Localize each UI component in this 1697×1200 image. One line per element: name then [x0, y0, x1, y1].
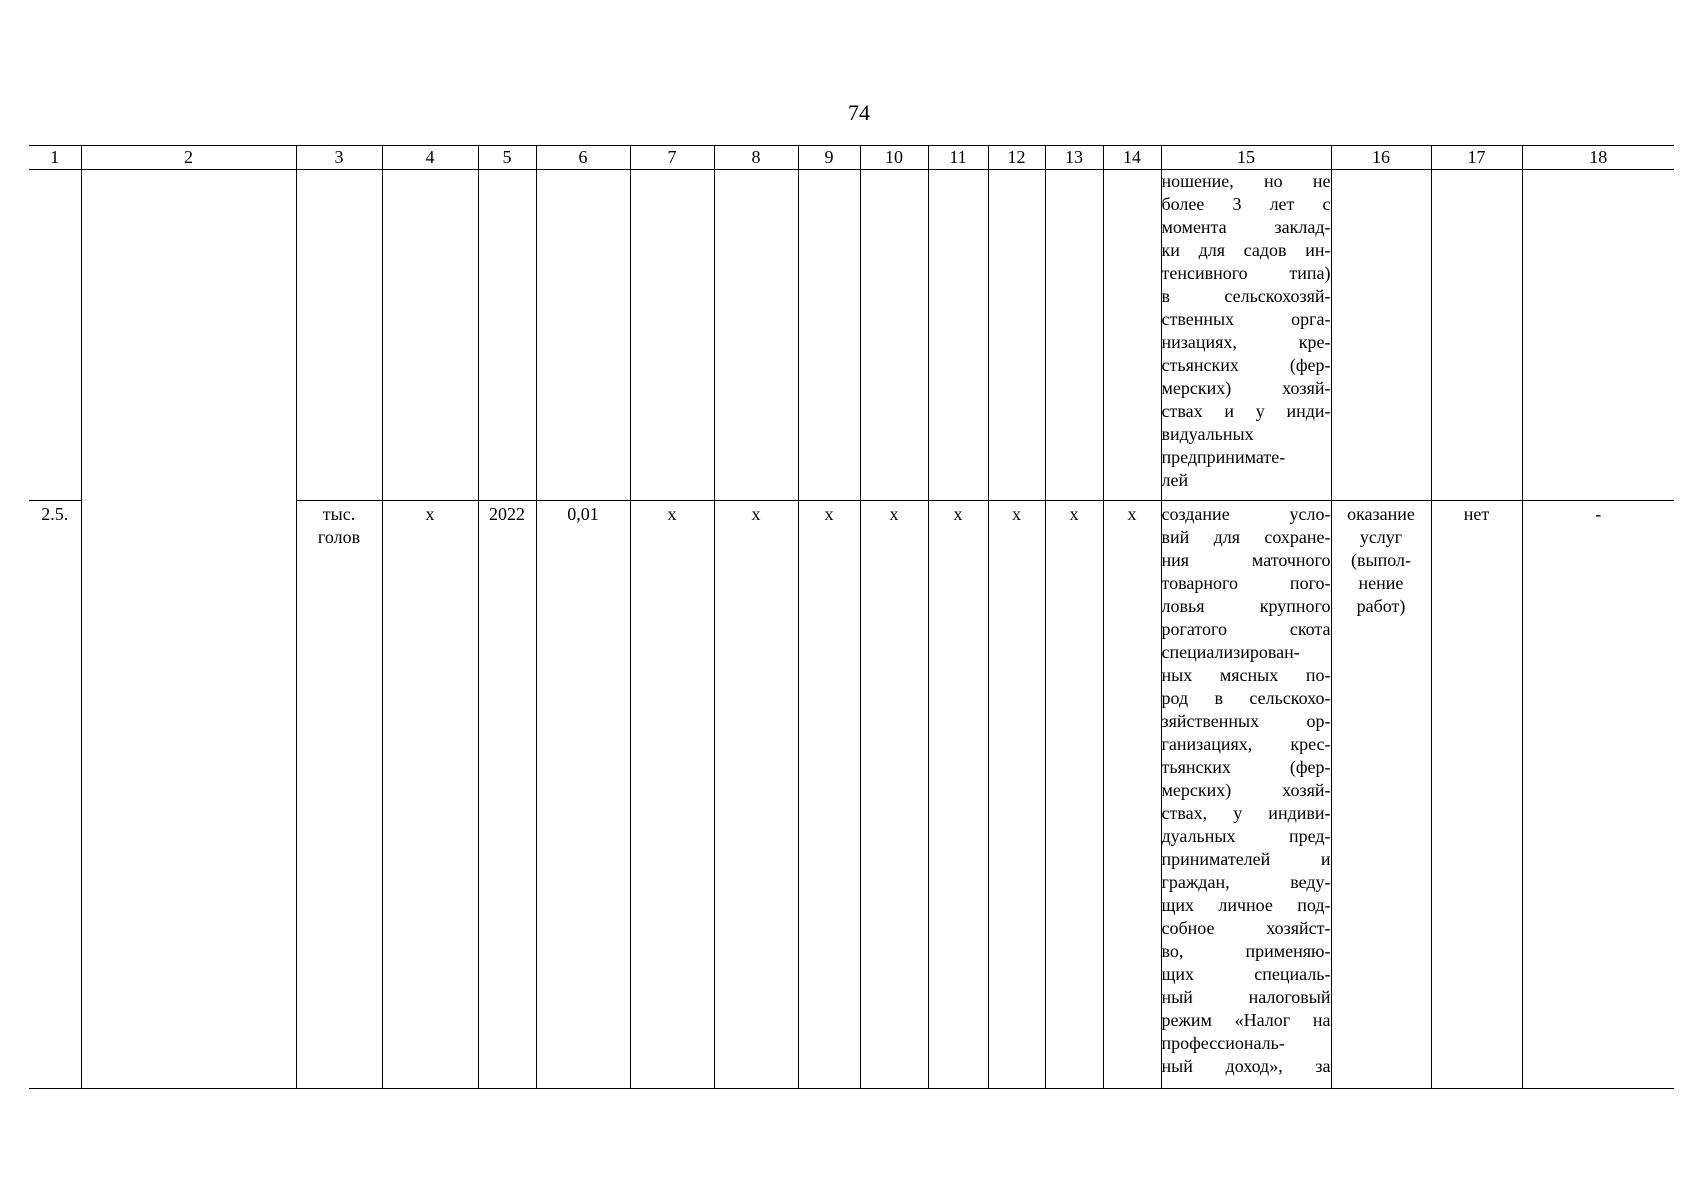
header-row: [29, 146, 1674, 170]
cell: [1045, 170, 1103, 501]
cell: [798, 170, 860, 501]
cell: [536, 170, 630, 501]
cell: [29, 170, 81, 501]
cell: [1522, 170, 1674, 501]
cell-col11: х: [928, 501, 988, 1089]
data-table: [29, 145, 1674, 1089]
header-cell: 4: [382, 146, 478, 170]
header-cell: 12: [988, 146, 1045, 170]
description-cell: создание усло- вий для сохране- ния маточного товарного пого- ловья крупного рогатого скота специализирован- ных мясных по- род в сельскохо- зяйственных ор- ганизациях, крес- тьянских (фер- мерских) хозяй- ствах, у индиви- дуальных пред- принимателей и граждан, веду- щих личное под- собное хозяйст- во, применяю- щих специаль- ный налоговый режим «Налог на профессиональ- ный доход», за: [1161, 501, 1331, 1089]
header-cell: 17: [1431, 146, 1522, 170]
header-cell: 6: [536, 146, 630, 170]
header-cell: 11: [928, 146, 988, 170]
cell: [382, 170, 478, 501]
header-cell: 15: [1161, 146, 1331, 170]
header-cell: 1: [29, 146, 81, 170]
cell: [1331, 170, 1431, 501]
type-cell: оказание услуг (выпол- нение работ): [1331, 501, 1431, 1089]
table-row-continuation: [29, 170, 1674, 501]
header-cell: 14: [1103, 146, 1161, 170]
cell-col14: х: [1103, 501, 1161, 1089]
cell: [988, 170, 1045, 501]
cell-name-merged: [81, 170, 296, 1089]
cell: [714, 170, 798, 501]
cell-col8: х: [714, 501, 798, 1089]
unit-cell: тыс. голов: [296, 501, 382, 1089]
cell: [296, 170, 382, 501]
cell: [630, 170, 714, 501]
header-cell: 7: [630, 146, 714, 170]
cell-col9: х: [798, 501, 860, 1089]
cell-col10: х: [860, 501, 928, 1089]
cell-col17: нет: [1431, 501, 1522, 1089]
cell-col12: х: [988, 501, 1045, 1089]
cell-col13: х: [1045, 501, 1103, 1089]
description-cell: ношение, но не более 3 лет с момента заклад- ки для садов ин- тенсивного типа) в сельскохозяй- ственных орга- низациях, кре- стьянских (фер- мерских) хозяй- ствах и у инди- видуальных предпринимате- лей: [1161, 170, 1331, 501]
page-number: 74: [848, 100, 870, 125]
cell: [1103, 170, 1161, 501]
header-cell: 3: [296, 146, 382, 170]
cell: [478, 170, 536, 501]
header-cell: 18: [1522, 146, 1674, 170]
header-cell: 8: [714, 146, 798, 170]
row-number: 2.5.: [29, 501, 81, 1089]
cell-year: 2022: [478, 501, 536, 1089]
header-cell: 9: [798, 146, 860, 170]
cell-value: 0,01: [536, 501, 630, 1089]
header-cell: 10: [860, 146, 928, 170]
cell-col7: х: [630, 501, 714, 1089]
header-cell: 16: [1331, 146, 1431, 170]
cell-col18: -: [1522, 501, 1674, 1089]
header-cell: 5: [478, 146, 536, 170]
cell: [1431, 170, 1522, 501]
header-cell: 13: [1045, 146, 1103, 170]
cell: [928, 170, 988, 501]
header-cell: 2: [81, 146, 296, 170]
cell-col4: х: [382, 501, 478, 1089]
cell: [860, 170, 928, 501]
